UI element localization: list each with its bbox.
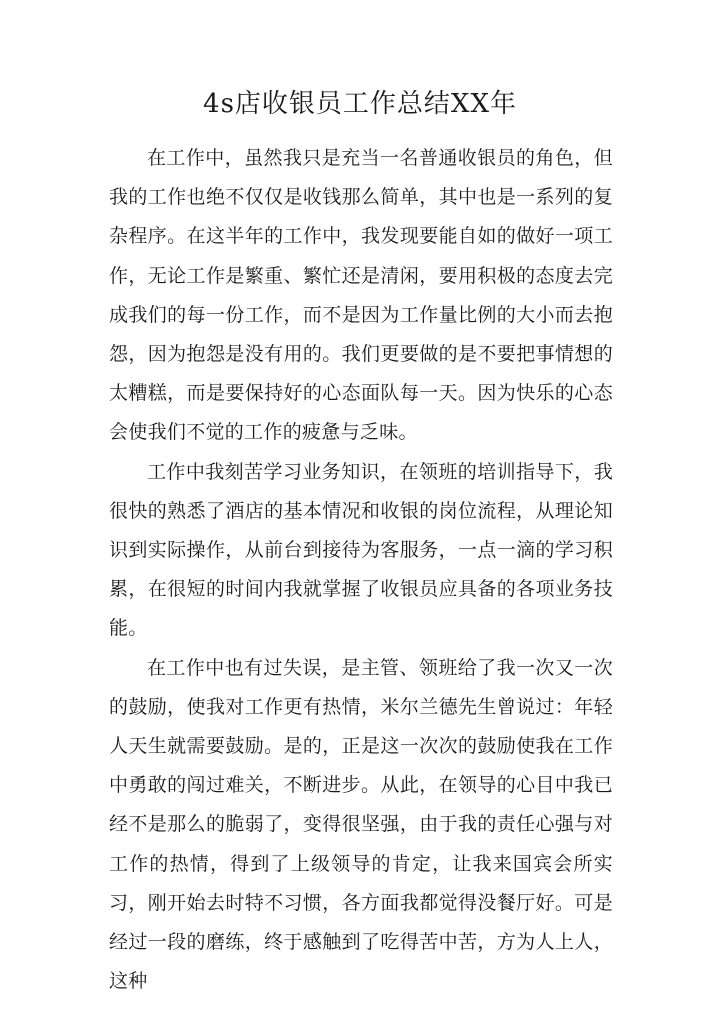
paragraph-2: 工作中我刻苦学习业务知识，在领班的培训指导下，我很快的熟悉了酒店的基本情况和收银的岗位流程，从理论知识到实际操作，从前台到接待为客服务，一点一滴的学习积累，在很短的时间内我就掌握了收银员应具备的各项业务技能。 [109, 460, 613, 640]
paragraph-1: 在工作中，虽然我只是充当一名普通收银员的角色，但我的工作也绝不仅仅是收钱那么简单，其中也是一系列的复杂程序。在这半年的工作中，我发现要能自如的做好一项工作，无论工作是繁重、繁忙还是清闲，要用积极的态度去完成我们的每一份工作，而不是因为工作量比例的大小而去抱怨，因为抱怨是没有用的。我们更要做的是不要把事情想的太糟糕，而是要保持好的心态面队每一天。因为快乐的心态会使我们不觉的工作的疲惫与乏味。 [109, 147, 613, 444]
document-body [109, 139, 613, 1001]
paragraph-3: 在工作中也有过失误，是主管、领班给了我一次又一次的鼓励，使我对工作更有热情，米尔兰德先生曾说过：年轻人天生就需要鼓励。是的，正是这一次次的鼓励使我在工作中勇敢的闯过难关，不断进步。从此，在领导的心目中我已经不是那么的脆弱了，变得很坚强，由于我的责任心强与对工作的热情，得到了上级领导的肯定，让我来国宾会所实习，刚开始去时特不习惯，各方面我都觉得没餐厅好。可是经过一段的磨练，终于感触到了吃得苦中苦，方为人上人，这种 [109, 656, 613, 993]
document-title: 4s店收银员工作总结XX年 [203, 89, 517, 119]
